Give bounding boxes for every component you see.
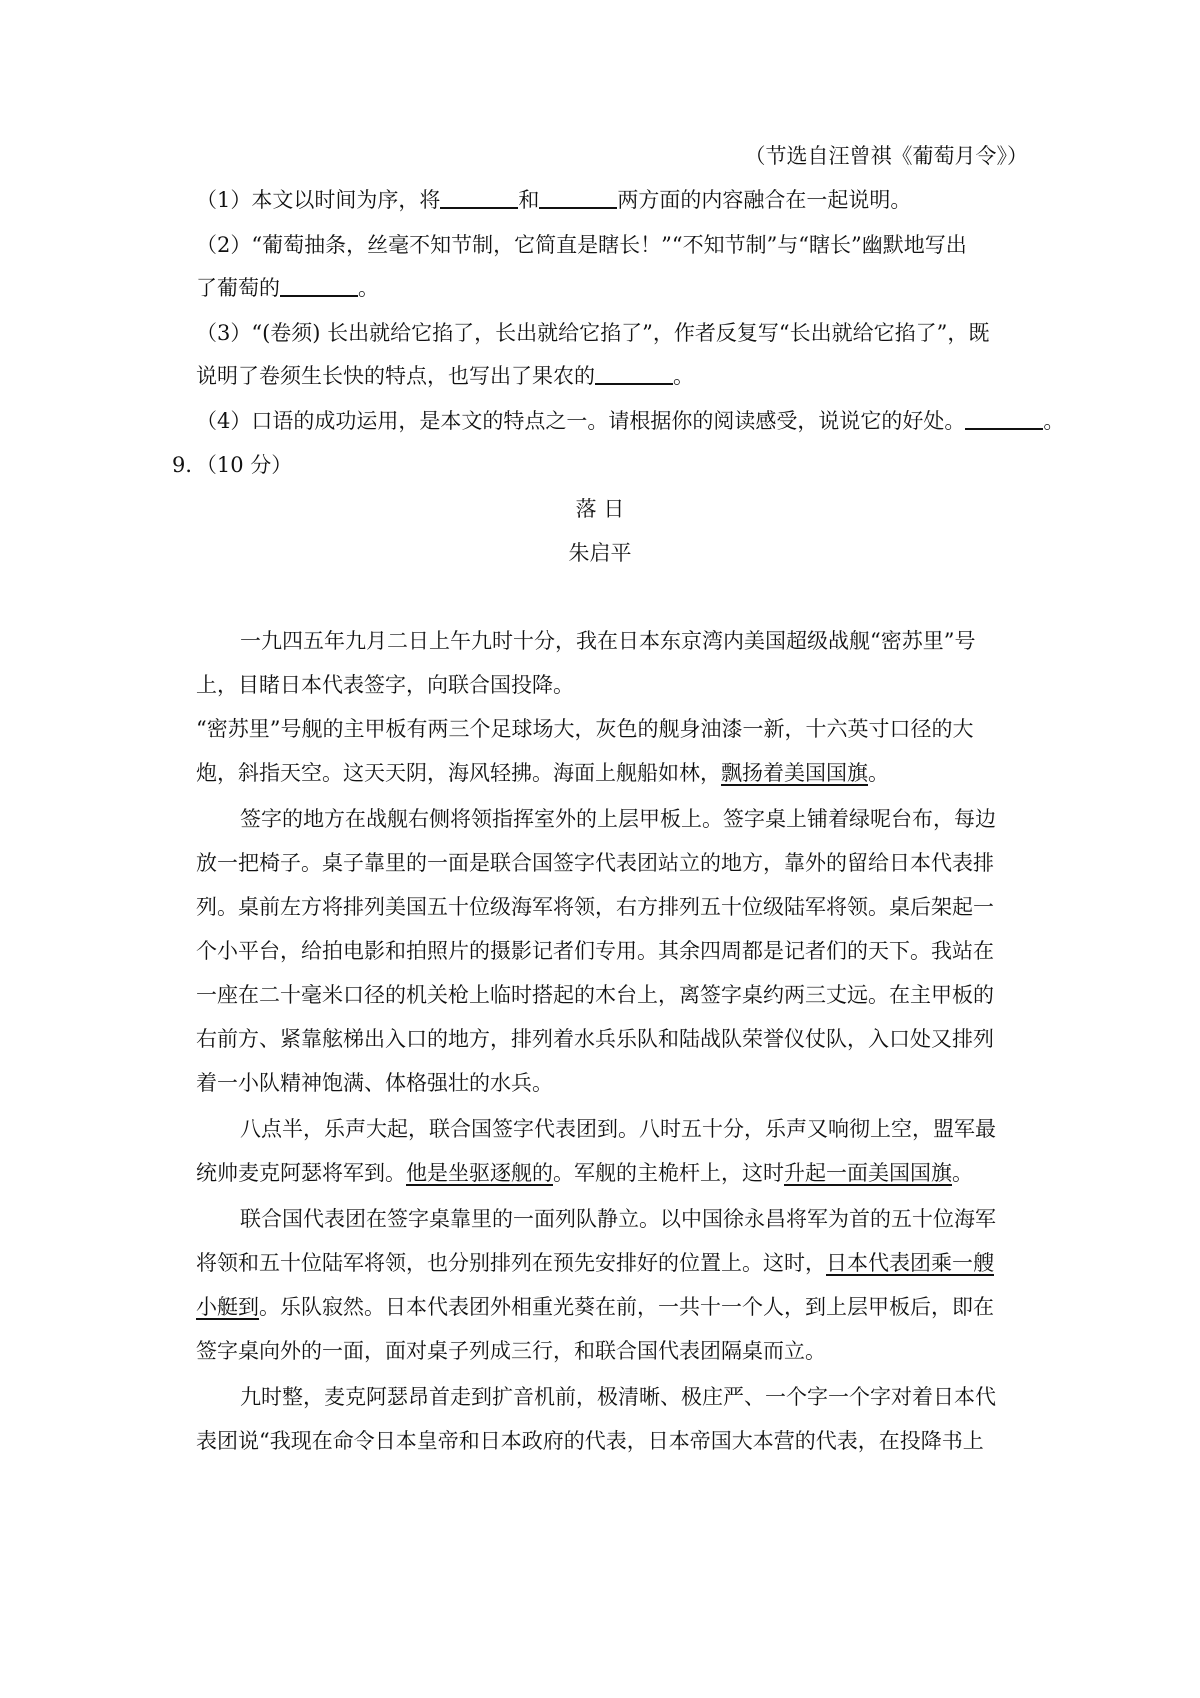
- question-8-4: （4）口语的成功运用，是本文的特点之一。请根据你的阅读感受，说说它的好处。 。: [196, 409, 1065, 433]
- paragraph-3-line3: 列。桌前左方将排列美国五十位级海军将领，右方排列五十位级陆军将领。桌后架起一: [196, 895, 994, 919]
- underlined-phrase: 他是坐驱逐舰的: [406, 1161, 553, 1185]
- paragraph-3-line6: 右前方、紧靠舷梯出入口的地方，排列着水兵乐队和陆战队荣誉仪仗队，入口处又排列: [196, 1027, 994, 1051]
- paragraph-3-line2: 放一把椅子。桌子靠里的一面是联合国签字代表团站立的地方，靠外的留给日本代表排: [196, 851, 994, 875]
- paragraph-5-line3: 小艇到。乐队寂然。日本代表团外相重光葵在前，一共十一个人，到上层甲板后，即在: [196, 1295, 994, 1319]
- paragraph-5-line4: 签字桌向外的一面，面对桌子列成三行，和联合国代表团隔桌而立。: [196, 1339, 826, 1363]
- answer-blank[interactable]: [539, 187, 617, 209]
- question-8-3-line2: 说明了卷须生长快的特点，也写出了果农的 。: [196, 364, 694, 388]
- paragraph-4-line1: 八点半，乐声大起，联合国签字代表团到。八时五十分，乐声又响彻上空，盟军最: [240, 1117, 996, 1141]
- question-8-3-line1: （3）“(卷须) 长出就给它掐了，长出就给它掐了”，作者反复写“长出就给它掐了”，既: [196, 321, 990, 345]
- underlined-phrase: 飘扬着美国国旗: [721, 761, 868, 785]
- paragraph-6-line2: 表团说“我现在命令日本皇帝和日本政府的代表，日本帝国大本营的代表，在投降书上: [196, 1429, 984, 1453]
- article-title: 落 日: [575, 497, 625, 521]
- paragraph-2-line2: 炮，斜指天空。这天天阴，海风轻拂。海面上舰船如林，飘扬着美国国旗。: [196, 761, 889, 785]
- paragraph-5-line2: 将领和五十位陆军将领，也分别排列在预先安排好的位置上。这时，日本代表团乘一艘: [196, 1251, 994, 1275]
- underlined-phrase: 升起一面美国国旗: [784, 1161, 952, 1185]
- underlined-phrase: 小艇到: [196, 1295, 259, 1319]
- article-author: 朱启平: [568, 541, 632, 565]
- paragraph-3-line4: 个小平台，给拍电影和拍照片的摄影记者们专用。其余四周都是记者们的天下。我站在: [196, 939, 994, 963]
- question-8-1: （1）本文以时间为序，将 和 两方面的内容融合在一起说明。: [196, 188, 912, 212]
- answer-blank[interactable]: [440, 187, 518, 209]
- question-8-2-line1: （2）“葡萄抽条，丝毫不知节制，它简直是瞎长！”“不知节制”与“瞎长”幽默地写出: [196, 233, 967, 257]
- answer-blank[interactable]: [595, 363, 673, 385]
- paragraph-6-line1: 九时整，麦克阿瑟昂首走到扩音机前，极清晰、极庄严、一个字一个字对着日本代: [240, 1385, 996, 1409]
- question-9-label: 9．（10 分）: [172, 453, 293, 477]
- paragraph-3-line7: 着一小队精神饱满、体格强壮的水兵。: [196, 1071, 553, 1095]
- underlined-phrase: 日本代表团乘一艘: [826, 1251, 994, 1275]
- paragraph-3-line5: 一座在二十毫米口径的机关枪上临时搭起的木台上，离签字桌约两三丈远。在主甲板的: [196, 983, 994, 1007]
- paragraph-1-line1: 一九四五年九月二日上午九时十分，我在日本东京湾内美国超级战舰“密苏里”号: [240, 629, 976, 653]
- paragraph-4-line2: 统帅麦克阿瑟将军到。他是坐驱逐舰的。军舰的主桅杆上，这时升起一面美国国旗。: [196, 1161, 973, 1185]
- paragraph-3-line1: 签字的地方在战舰右侧将领指挥室外的上层甲板上。签字桌上铺着绿呢台布，每边: [240, 807, 996, 831]
- answer-blank[interactable]: [965, 408, 1043, 430]
- question-8-2-line2: 了葡萄的 。: [196, 276, 379, 300]
- source-citation: （节选自汪曾祺《葡萄月令》）: [744, 144, 1028, 168]
- paragraph-5-line1: 联合国代表团在签字桌靠里的一面列队静立。以中国徐永昌将军为首的五十位海军: [240, 1207, 996, 1231]
- paragraph-2-line1: “密苏里”号舰的主甲板有两三个足球场大，灰色的舰身油漆一新，十六英寸口径的大: [196, 717, 974, 741]
- paragraph-1-line2: 上，目睹日本代表签字，向联合国投降。: [196, 673, 574, 697]
- answer-blank[interactable]: [280, 275, 358, 297]
